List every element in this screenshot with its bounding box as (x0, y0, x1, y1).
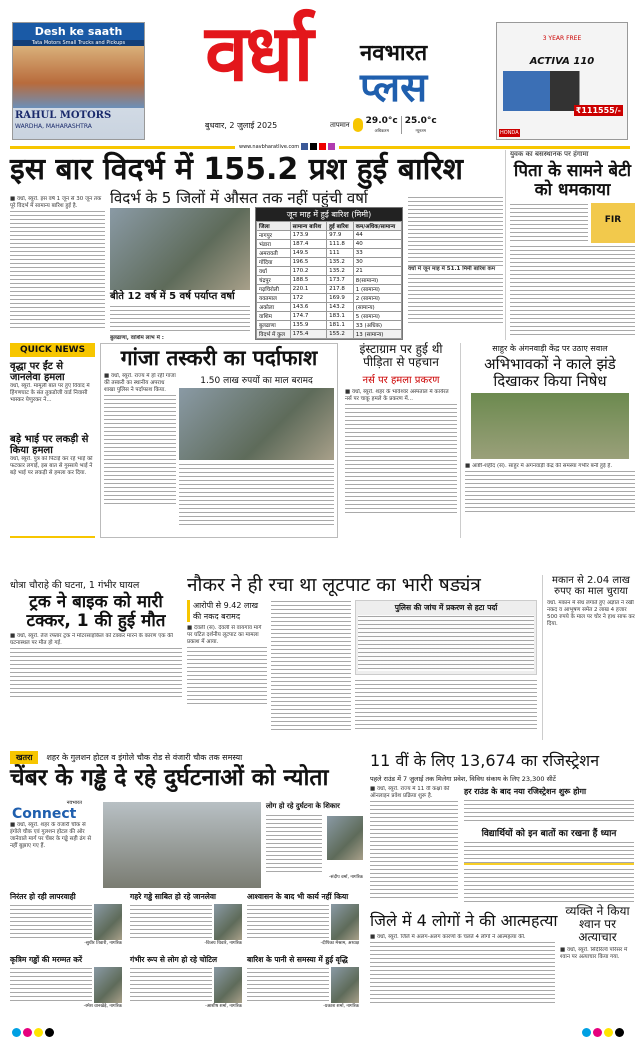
truck-kicker: धोत्रा चौराहे की घटना, 1 गंभीर घायल (10, 580, 140, 591)
opinion-item (130, 892, 242, 952)
opinion-author: -दीपिका मेश्राम, अध्यक्ष (320, 941, 359, 946)
truck-headline: ट्रक ने बाइक को मारी टक्कर, 1 की हुई मौत (26, 592, 166, 631)
opinion-photo (94, 967, 122, 1003)
truck-story (10, 578, 182, 738)
insta-sub: नर्स पर हमला प्रकरण (362, 375, 440, 387)
table-cell: भंडारा (257, 240, 291, 249)
table-cell: 111 (327, 249, 354, 258)
anganwadi-headline: अभिभावकों ने काले झंडे दिखाकर किया निषेध (484, 355, 616, 390)
naukar-box-title: पुलिस की जांच में प्रकरण से हटा पर्दा (394, 602, 498, 612)
anganwadi-intro: ■ आष्टी-शहीद (सं). साहुर में अंगनवाड़ी केंद्र की समस्या गंभीर बनी हुई है. (465, 463, 613, 469)
table-cell: 155.2 (327, 330, 354, 339)
opinion-item (10, 955, 122, 1015)
truck-intro: ■ वर्धा, ब्यूरो. तेज रफ्तार ट्रक ने मोटरसाइकिल को टक्कर मारने के कारण एक की घटनास्थल पर मौत हो गई. (10, 633, 173, 647)
opinion-photo (94, 904, 122, 940)
quick-news (10, 343, 95, 538)
honda-ad[interactable] (496, 22, 628, 140)
ad-price: ₹111555/- (575, 106, 621, 115)
table-cell: 143.2 (327, 303, 354, 312)
table-cell: 40 (353, 240, 401, 249)
suicide-body (370, 934, 555, 1014)
opinion-author: -विजय धिवारे, नागरिक (204, 941, 242, 946)
table-row (257, 240, 402, 249)
quick-item-1-headline: वृद्धा पर ईंट से जानलेवा हमला (10, 361, 65, 383)
opinion-headline: कृत्रिम गड्ढों की मरम्मत करें (10, 955, 83, 964)
ad-model: ACTIVA 110 (529, 56, 595, 67)
registration-marks-right (582, 1022, 626, 1041)
table-cell: 220.1 (290, 285, 326, 294)
opinion-author: -रमेश वानखेड़े, नागरिक (83, 1004, 122, 1009)
naukar-headline: नौकर ने ही रचा था लूटपाट का भारी षड्यंत्र (187, 574, 481, 596)
ad-title: Desh ke saath (13, 23, 144, 40)
chamber-intro: ■ वर्धा, ब्यूरो. शहर के वंजारी चौक से इंगोले चौक एवं गुलशन होटल की ओर जानेवाले मार्ग पर चेंबर के गड्ढे सही ढंग से नहीं बुझाए गए हैं. (10, 822, 92, 849)
table-cell: 2 (सामान्य) (353, 294, 401, 303)
table-cell: 33 (353, 249, 401, 258)
table-cell: 135.2 (327, 267, 354, 276)
rain-table (255, 207, 403, 340)
ganja-intro: ■ वर्धा, ब्यूरो. राज्य में हो रही गांजा की तस्करी का स्थानीय अपराध शाखा पुलिस ने पर्दाफाश किया. (104, 373, 176, 394)
temp-max-label: अधिकतम (374, 128, 389, 133)
youtube-icon[interactable] (319, 143, 326, 150)
quote-by: -संदीप वर्मा, नागरिक (328, 875, 363, 880)
table-row (257, 303, 402, 312)
ad-location: WARDHA, MAHARASHTRA (15, 123, 92, 130)
ad-brand: HONDA (500, 130, 519, 136)
makan-headline: मकान से 2.04 लाख रुपए का माल चुराया (552, 575, 630, 597)
table-cell: चंद्रपुर (257, 276, 291, 285)
rain-photo (110, 208, 250, 290)
insta-headline: इंस्टाग्राम पर हुई थी पीड़िता से पहचान (359, 342, 443, 370)
opinion-author: -आशीष शर्मा, नागरिक (205, 1004, 242, 1009)
opinion-author: -सुधीर तिवारी, नागरिक (84, 941, 122, 946)
dog-intro: ■ वर्धा, ब्यूरो. सिंदीरेल्वे परिसर में श्वान पर अत्याचार किया गया. (560, 946, 628, 960)
table-cell: 8(सामान्य) (353, 276, 401, 285)
khatra-bar (10, 750, 365, 764)
logo-wardha: वर्धा (205, 9, 311, 99)
table-cell: नागपुर (257, 231, 291, 240)
anganwadi-photo (471, 393, 629, 459)
table-cell: बुलढाणा (257, 321, 291, 330)
tata-ad[interactable] (12, 22, 145, 140)
table-cell: 33 (अधिक) (353, 321, 401, 330)
navbharat-connect-logo (12, 800, 82, 822)
website-link[interactable]: www.navbharatlive.com (239, 143, 300, 150)
opinion-item (130, 955, 242, 1015)
table-cell: 175.4 (290, 330, 326, 339)
lead-headline: इस बार विदर्भ में 155.2 प्रश हुई बारिश (10, 152, 464, 187)
naukar-intro: ■ देवली (सं). देवली से वायगांव मार्ग पर घटित दर्शनीय लूटपाट का मामला प्रकाश में आया. (187, 624, 262, 645)
table-cell: गढ़चिरोली (257, 285, 291, 294)
opinion-item (10, 892, 122, 952)
quick-item-1-text: वर्धा, ब्यूरो. मामूली बात पर हुए विवाद में हिंगणघाट के संत तुकडोजी वार्ड निवासी भास्कर येणुरकर ने... (10, 383, 90, 403)
quote-photo (327, 816, 363, 860)
table-row (257, 312, 402, 321)
opinion-headline: गंभीर रूप से लोग हो रहे चोटिल (130, 955, 218, 964)
logo-plus: प्लस (360, 65, 428, 111)
quick-item-2-headline: बड़े भाई पर लकड़ी से किया हमला (10, 434, 89, 456)
table-cell: 170.2 (290, 267, 326, 276)
admission-sub: पहले राउंड में 7 जुलाई तक मिलेगा प्रवेश, विविध संकाय के लिए 23,300 सीटें (370, 775, 556, 783)
opinion-photo (214, 967, 242, 1003)
opinion-headline: गहरे गड्ढे साबित हो रहे जानलेवा (130, 892, 216, 901)
opinion-photo (331, 904, 359, 940)
caption-body (110, 305, 250, 333)
logo-navbharat: नवभारत (360, 41, 428, 66)
weather (330, 116, 437, 134)
table-cell: 143.6 (290, 303, 326, 312)
dog-story (560, 905, 635, 1017)
photo-caption: बीते 12 वर्ष में 5 वर्ष पर्याप्त वर्षा (110, 291, 235, 302)
table-cell: यवतमाल (257, 294, 291, 303)
table-row (257, 321, 402, 330)
ad-dealer: RAHUL MOTORS (15, 110, 112, 121)
temp-label: तापमान (330, 120, 350, 129)
table-cell: 97.9 (327, 231, 354, 240)
table-cell: 111.8 (327, 240, 354, 249)
opinion-photo (214, 904, 242, 940)
facebook-icon[interactable] (301, 143, 308, 150)
temp-max: 29.0°c (365, 116, 398, 126)
table-cell: 13 (सामान्य) (353, 330, 401, 339)
ad-offer: 3 YEAR FREE (542, 35, 582, 42)
table-cell: 44 (353, 231, 401, 240)
table-cell: 21 (353, 267, 401, 276)
opinion-item (247, 892, 359, 952)
admission-body (370, 786, 458, 904)
table-cell: 135.9 (290, 321, 326, 330)
lead-body-left (10, 196, 105, 336)
chamber-photo (103, 802, 261, 888)
table-cell: वाशिम (257, 312, 291, 321)
ganja-headline: गांजा तस्करी का पर्दाफाश (120, 346, 318, 370)
makan-intro: वर्धा. मकान में सेंध लगाते हुए अज्ञात ने रखी नकद व आभूषण समेत 2 लाख 4 हजार 500 रुपये के माल पर चोर ने हाथ साफ कर दिया. (547, 600, 635, 627)
table-cell: 188.5 (290, 276, 326, 285)
admission-headline: 11 वीं के लिए 13,674 का रजिस्ट्रेशन (370, 751, 600, 770)
table-row (257, 276, 402, 285)
makan-story (542, 575, 635, 740)
table-cell: 149.5 (290, 249, 326, 258)
table-cell: वर्धा (257, 267, 291, 276)
table-cell: (सामान्य) (353, 303, 401, 312)
instagram-icon[interactable] (328, 143, 335, 150)
lead-body-right (408, 196, 503, 336)
insta-intro: ■ वर्धा, ब्यूरो. शहर के भावेश्वर अस्पताल में कार्यरत नर्स पर चाकू हमले के प्रकरण में... (345, 389, 449, 403)
opinion-headline: बारिश के पानी से समस्या में हुई वृद्धि (247, 955, 348, 964)
ad-image (13, 46, 144, 108)
table-cell: 1 (सामान्य) (353, 285, 401, 294)
side-story-daughter (505, 150, 635, 340)
fir-icon: FIR (591, 203, 635, 243)
ganja-body (104, 373, 176, 523)
admission-box-head: हर राउंड के बाद नया रजिस्ट्रेशन शुरू होगा (464, 787, 587, 796)
ganja-sub: 1.50 लाख रुपयों का माल बरामद (200, 376, 313, 387)
quote-head: लोग हो रहे दुर्घटना के शिकार (266, 802, 340, 810)
table-cell: 173.7 (327, 276, 354, 285)
temp-min-label: न्यूनतम (415, 128, 426, 133)
opinion-headline: निरंतर हो रही लापरवाही (10, 892, 76, 901)
table-cell: अमरावती (257, 249, 291, 258)
table-cell: 187.4 (290, 240, 326, 249)
table-cell: 183.1 (327, 312, 354, 321)
edition-date: बुधवार, 2 जुलाई 2025 (205, 121, 278, 130)
temp-min: 25.0°c (404, 116, 437, 126)
side1-kicker: युवक का बसस्थानक पर हंगामा (510, 150, 589, 158)
table-cell: 181.1 (327, 321, 354, 330)
table-row (257, 294, 402, 303)
registration-marks (12, 1022, 56, 1041)
table-cell: 172 (290, 294, 326, 303)
insta-story (345, 343, 457, 538)
table-header: हुई बारिश (327, 222, 354, 231)
table-row (257, 285, 402, 294)
x-icon[interactable] (310, 143, 317, 150)
table-row (257, 231, 402, 240)
table-cell: 173.9 (290, 231, 326, 240)
ad-subtitle: Tata Motors Small Trucks and Pickups (13, 40, 144, 46)
quick-item-2-text: वर्धा, ब्यूरो. पुत्र को पिटाई कर रहे भाई को फटकार लगाई, इस बात से गुस्साये भाई ने बड़े भाई पर लकड़ी से हमला कर दिया. (10, 456, 93, 476)
opinion-item (247, 955, 359, 1015)
lead-subheadline: विदर्भ के 5 जिलों में औसत तक नहीं पहुंची वर्षा (110, 189, 368, 207)
table-row (257, 267, 402, 276)
chamber-headline: चेंबर के गड्ढे दे रहे दुर्घटनाओं को न्योता (10, 765, 329, 791)
naukar-story (187, 575, 537, 740)
opinion-author: -प्रकाश शर्मा, नागरिक (323, 1004, 359, 1009)
anganwadi-kicker: साहुर के अंगनवाड़ी केंद्र पर उठाए सवाल (492, 344, 608, 353)
table-cell: 30 (353, 258, 401, 267)
opinion-photo (331, 967, 359, 1003)
table-row (257, 258, 402, 267)
ganja-photo (179, 388, 334, 460)
table-header: जिला (257, 222, 291, 231)
table-title: जून माह में हुई बारिश (मिमी) (256, 208, 402, 221)
table-cell: गोंदिया (257, 258, 291, 267)
chamber-quote (266, 802, 363, 888)
table-cell: 5 (सामान्य) (353, 312, 401, 321)
table-cell: 174.7 (290, 312, 326, 321)
table-cell: अकोला (257, 303, 291, 312)
anganwadi-story (460, 343, 635, 538)
suicide-intro: ■ वर्धा, ब्यूरो. जिले में अलग-अलग कारणों के चलते 4 लोगों ने आत्महत्या की. (370, 934, 526, 940)
suicide-headline: जिले में 4 लोगों ने की आत्महत्या (370, 911, 558, 930)
naukar-sub: आरोपी से 9.42 लाख की नकद बरामद (187, 600, 267, 622)
admission-box (464, 786, 634, 904)
admission-intro: ■ वर्धा, ब्यूरो. राज्य में 11 वीं कक्षा की ऑनलाइन प्रवेश प्रक्रिया शुरू है. (370, 786, 450, 799)
table-cell: 135.2 (327, 258, 354, 267)
connect-label: Connect (12, 806, 77, 822)
website-bar (235, 143, 339, 150)
chamber-kicker: शहर के गुलशन होटल व इंगोले चौक रोड से वंजारी चौक तक समस्या (46, 752, 243, 762)
table-row (257, 249, 402, 258)
quick-news-title: QUICK NEWS (10, 343, 95, 357)
table-cell: 169.9 (327, 294, 354, 303)
khatra-tag: खतरा (10, 751, 38, 764)
thermometer-icon (353, 118, 363, 132)
table-cell: विदर्भ में कुल (257, 330, 291, 339)
lead-right-sub: वर्धा में जून माह में 51.1 मिमी बारिश कम (408, 266, 496, 272)
table-header: कम/अधिक/सामान्य (353, 222, 401, 231)
opinion-headline: आश्वासन के बाद भी कार्य नहीं किया (247, 892, 349, 901)
lead-dateline: बुलढाणा, वाशिम लाभ में : (110, 335, 164, 341)
connect-top: नवभारत (66, 800, 82, 806)
admission-box2-head: विद्यार्थियों को इन बातों का रखना हैं ध्यान (481, 829, 617, 839)
dog-headline: व्यक्ति ने किया श्वान पर अत्याचार (565, 904, 630, 945)
ganja-story (100, 343, 338, 538)
table-header: सामान्य बारिश (290, 222, 326, 231)
table-cell: 217.8 (327, 285, 354, 294)
side1-headline: पिता के सामने बेटी को धमकाया (513, 161, 632, 200)
lead-intro: ■ वर्धा, ब्यूरो. इस वर्ष 1 जून से 30 जून तक पूरे विदर्भ में सामान्य बारिश हुई है. (10, 196, 102, 209)
table-cell: 196.5 (290, 258, 326, 267)
